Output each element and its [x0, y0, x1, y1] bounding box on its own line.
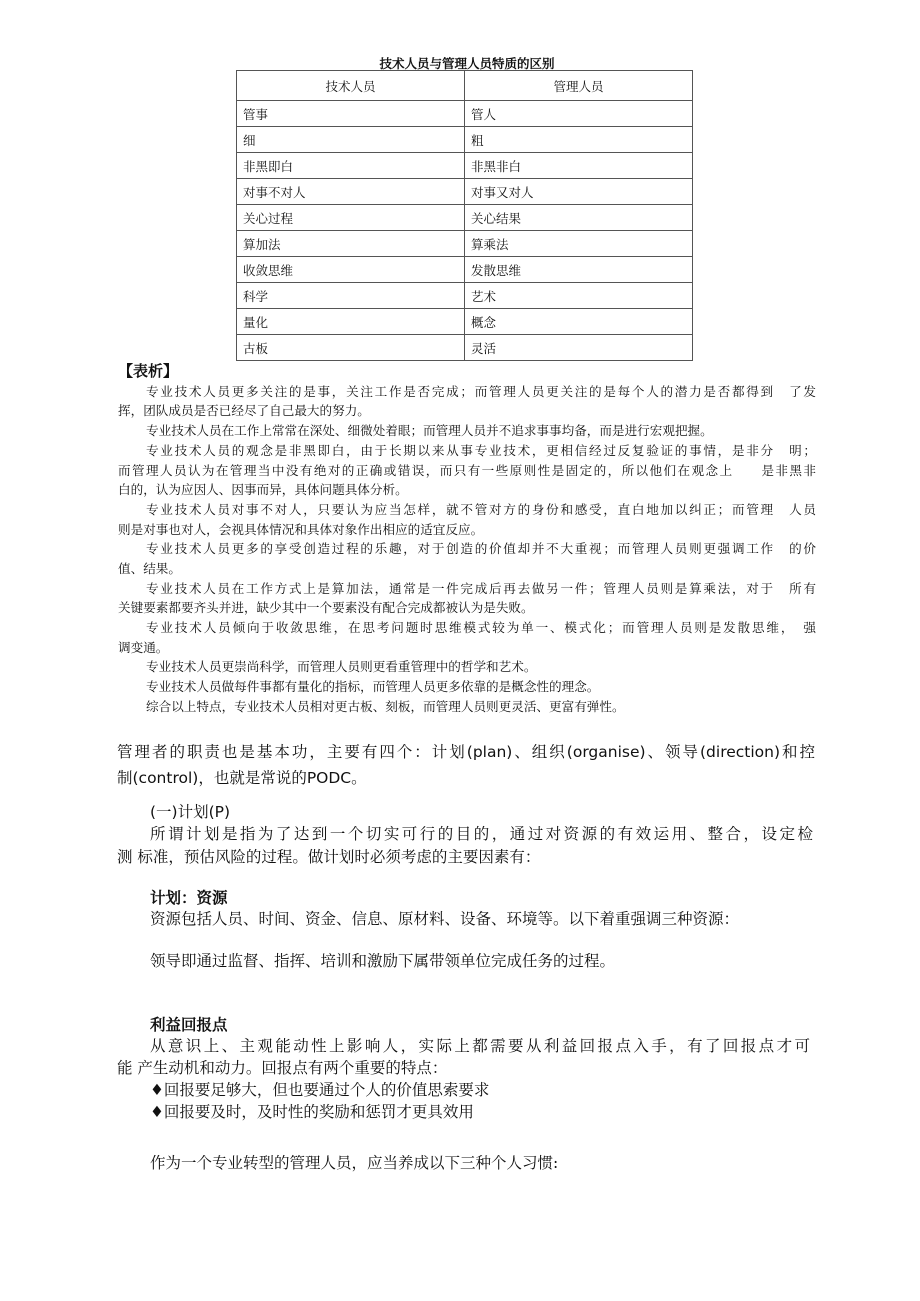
cell: 算加法	[237, 231, 465, 257]
cell: 非黑即白	[237, 153, 465, 179]
cell: 收敛思维	[237, 257, 465, 283]
cell: 概念	[465, 309, 693, 335]
resource-heading: 计划：资源	[150, 889, 228, 907]
cell: 细	[237, 127, 465, 153]
analysis-line: 专业技术人员对事不对人，只要认为应当怎样，就不管对方的身份和感受，直白地加以纠正；而管理 人员	[146, 502, 816, 517]
cell: 艺术	[465, 283, 693, 309]
analysis-line: 专业技术人员在工作方式上是算加法，通常是一件完成后再去做另一件；管理人员则是算乘法，对于 所有	[146, 581, 816, 596]
cell: 古板	[237, 335, 465, 361]
bullet-item: ♦回报要及时，及时性的奖励和惩罚才更具效用	[150, 1103, 474, 1121]
cell: 粗	[465, 127, 693, 153]
table-row	[237, 335, 693, 361]
table-row	[237, 179, 693, 205]
analysis-line: 专业技术人员更多的享受创造过程的乐趣，对于创造的价值却并不大重视；而管理人员则更强调工作 的价	[146, 541, 816, 556]
table-row	[237, 153, 693, 179]
analysis-line: 专业技术人员倾向于收敛思维，在思考问题时思维模式较为单一、模式化；而管理人员则是发散思维， 强	[146, 620, 816, 635]
analysis-line: 专业技术人员的观念是非黑即白，由于长期以来从事专业技术，更相信经过反复验证的事情，是非分 明；	[146, 443, 816, 458]
analysis-heading: 【表析】	[118, 362, 179, 380]
analysis-line: 值、结果。	[118, 561, 181, 576]
analysis-line: 挥，团队成员是否已经尽了自己最大的努力。	[118, 403, 370, 418]
cell: 发散思维	[465, 257, 693, 283]
table-row	[237, 283, 693, 309]
cell: 量化	[237, 309, 465, 335]
cell: 对事不对人	[237, 179, 465, 205]
analysis-line: 关键要素都要齐头并进，缺少其中一个要素没有配合完成都被认为是失败。	[118, 600, 534, 615]
habits-text: 作为一个专业转型的管理人员，应当养成以下三种个人习惯:	[150, 1154, 559, 1172]
analysis-line: 专业技术人员做每件事都有量化的指标，而管理人员更多依靠的是概念性的理念。	[146, 679, 600, 694]
table-header-row	[237, 71, 693, 101]
cell: 关心过程	[237, 205, 465, 231]
cell: 管人	[465, 101, 693, 127]
cell: 科学	[237, 283, 465, 309]
bullet-item: ♦回报要足够大，但也要通过个人的价值思索要求	[150, 1081, 490, 1099]
duties-text: 制(control)，也就是常说的PODC。	[117, 769, 367, 787]
table-row	[237, 127, 693, 153]
lead-text: 领导即通过监督、指挥、培训和激励下属带领单位完成任务的过程。	[150, 952, 616, 970]
analysis-line: 综合以上特点，专业技术人员相对更古板、刻板，而管理人员则更灵活、更富有弹性。	[146, 699, 625, 714]
benefit-heading: 利益回报点	[150, 1016, 228, 1034]
benefit-text: 从意识上、主观能动性上影响人，实际上都需要从利益回报点入手，有了回报点才可	[150, 1037, 810, 1055]
table-title: 技术人员与管理人员特质的区别	[379, 56, 555, 71]
analysis-line: 调变通。	[118, 640, 169, 655]
plan-text: 所谓计划是指为了达到一个切实可行的目的，通过对资源的有效运用、整合，设定检	[150, 825, 813, 843]
header-technical: 技术人员	[237, 71, 465, 101]
analysis-line: 则是对事也对人，会视具体情况和具体对象作出相应的适宜反应。	[118, 522, 484, 537]
analysis-line: 而管理人员认为在管理当中没有绝对的正确或错误，而只有一些原则性是固定的，所以他们在观念上 是非黑非	[118, 463, 816, 478]
comparison-table	[236, 70, 693, 361]
resource-text: 资源包括人员、时间、资金、信息、原材料、设备、环境等。以下着重强调三种资源：	[150, 910, 740, 928]
analysis-line: 专业技术人员更多关注的是事，关注工作是否完成；而管理人员更关注的是每个人的潜力是否都得到 了发	[146, 384, 816, 399]
table-row	[237, 101, 693, 127]
header-management: 管理人员	[465, 71, 693, 101]
plan-heading: (一)计划(P)	[150, 803, 231, 821]
benefit-text: 能 产生动机和动力。回报点有两个重要的特点：	[117, 1059, 448, 1077]
cell: 灵活	[465, 335, 693, 361]
table-row	[237, 205, 693, 231]
analysis-line: 专业技术人员在工作上常常在深处、细微处着眼；而管理人员并不追求事事均备，而是进行宏观把握。	[146, 423, 713, 438]
cell: 管事	[237, 101, 465, 127]
plan-text: 测 标准，预估风险的过程。做计划时必须考虑的主要因素有：	[117, 848, 541, 866]
cell: 对事又对人	[465, 179, 693, 205]
table-row	[237, 257, 693, 283]
analysis-line: 专业技术人员更崇尚科学，而管理人员则更看重管理中的哲学和艺术。	[146, 659, 537, 674]
analysis-line: 白的，认为应因人、因事而异，具体问题具体分析。	[118, 482, 408, 497]
duties-text: 管理者的职责也是基本功，主要有四个：计划(plan)、组织(organise)、领导(direction)和控	[117, 743, 815, 761]
table-row	[237, 231, 693, 257]
cell: 关心结果	[465, 205, 693, 231]
cell: 算乘法	[465, 231, 693, 257]
cell: 非黑非白	[465, 153, 693, 179]
table-row	[237, 309, 693, 335]
